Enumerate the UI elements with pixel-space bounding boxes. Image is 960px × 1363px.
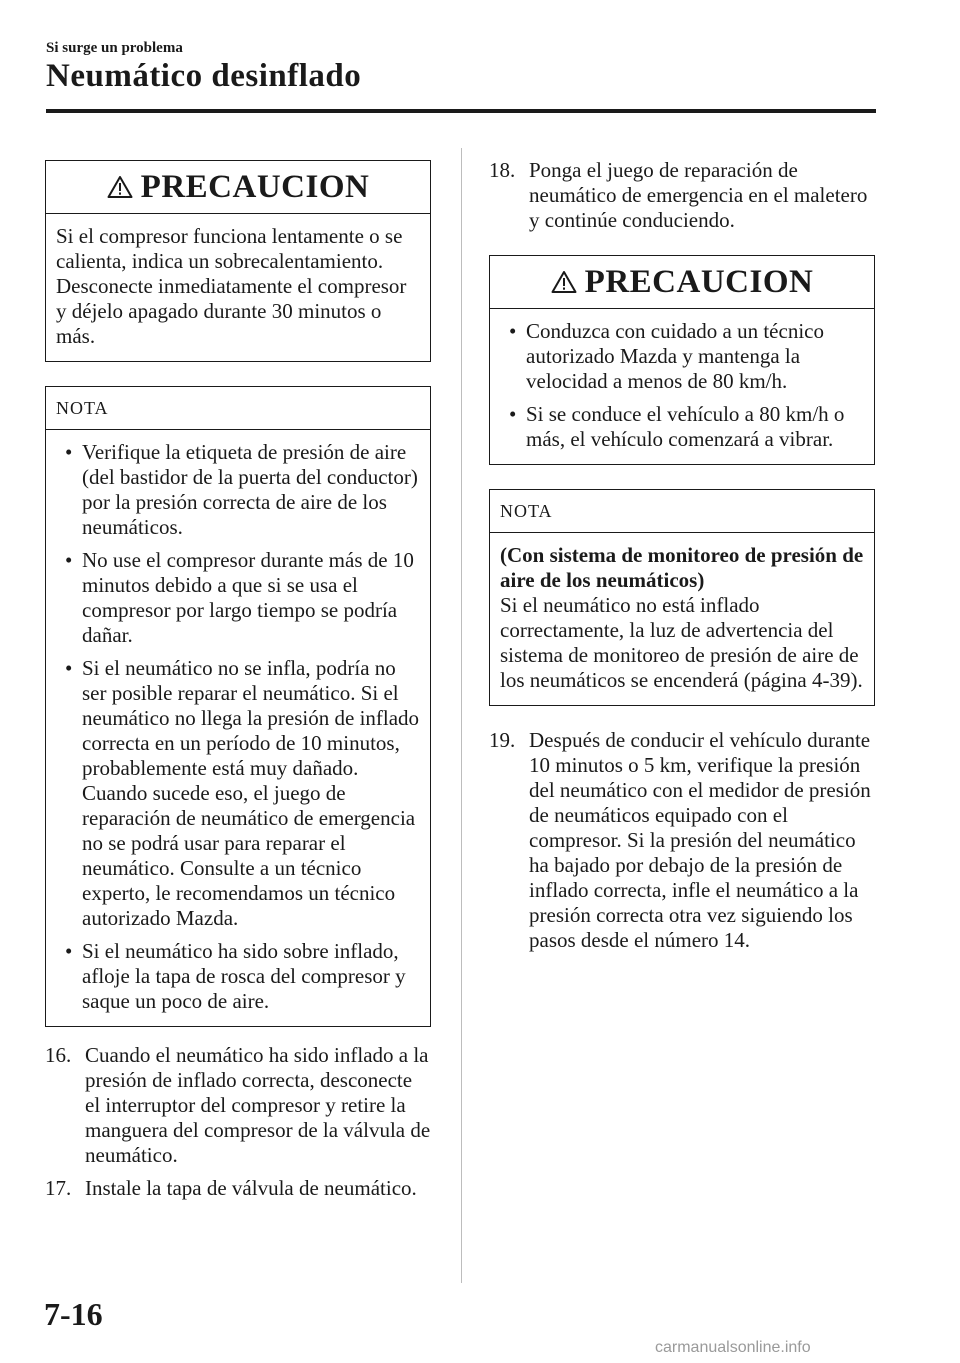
step-number: 17. bbox=[45, 1176, 72, 1200]
bullet-icon: • bbox=[65, 939, 73, 963]
step-text: Ponga el juego de reparación de neumático de emergencia en el maletero y continúe conduciendo. bbox=[529, 158, 868, 232]
list-item-text: Si se conduce el vehículo a 80 km/h o más, el vehículo comenzará a vibrar. bbox=[526, 402, 845, 451]
warning-triangle-icon bbox=[551, 270, 577, 294]
bullet-icon: • bbox=[509, 319, 517, 343]
caution-body bbox=[490, 309, 874, 464]
caution-box bbox=[45, 160, 431, 362]
page-title: Neumático desinflado bbox=[46, 58, 362, 94]
caution-header bbox=[46, 161, 430, 214]
step-item bbox=[489, 728, 875, 953]
nota-title: NOTA bbox=[500, 500, 553, 521]
nota-header bbox=[490, 490, 874, 533]
nota-title: NOTA bbox=[56, 397, 109, 418]
nota-header bbox=[46, 387, 430, 430]
list-item bbox=[56, 548, 420, 648]
nota-body bbox=[46, 430, 430, 1026]
list-item bbox=[56, 440, 420, 540]
step-number: 16. bbox=[45, 1043, 72, 1067]
list-item-text: Si el neumático ha sido sobre inflado, afloje la tapa de rosca del compresor y saque un poco de aire. bbox=[82, 939, 406, 1013]
step-number: 19. bbox=[489, 728, 516, 752]
bullet-icon: • bbox=[65, 548, 73, 572]
title-rule bbox=[46, 109, 876, 113]
steps-list bbox=[45, 1043, 431, 1201]
caution-text: Si el compresor funciona lentamente o se calienta, indica un sobrecalentamiento. Desconecte inmediatamente el compresor y déjelo apagado durante 30 minutos o más. bbox=[56, 224, 407, 348]
step-text: Después de conducir el vehículo durante 10 minutos o 5 km, verifique la presión del neumático con el medidor de presión de neumáticos equipado con el compresor. Si la presión del neumático ha bajado por debajo de la presión de inflado correcta, infle el neumático a la presión correcta otra vez siguiendo los pasos desde el número 14. bbox=[529, 728, 871, 952]
list-item-text: Conduzca con cuidado a un técnico autorizado Mazda y mantenga la velocidad a menos de 80 km/h. bbox=[526, 319, 824, 393]
left-column bbox=[45, 160, 431, 1209]
caution-title: PRECAUCION bbox=[584, 263, 814, 300]
nota-body bbox=[490, 533, 874, 705]
step-item bbox=[45, 1043, 431, 1168]
nota-box bbox=[489, 489, 875, 706]
column-divider bbox=[461, 148, 462, 1283]
watermark: carmanualsonline.info bbox=[655, 1339, 811, 1356]
list-item-text: Verifique la etiqueta de presión de aire (del bastidor de la puerta del conductor) por la presión correcta de aire de los neumáticos. bbox=[82, 440, 418, 539]
caution-box bbox=[489, 255, 875, 465]
step-text: Cuando el neumático ha sido inflado a la presión de inflado correcta, desconecte el interruptor del compresor y retire la manguera del compresor de la válvula de neumático. bbox=[85, 1043, 431, 1167]
bullet-icon: • bbox=[65, 656, 73, 680]
list-item bbox=[500, 402, 864, 452]
list-item bbox=[56, 939, 420, 1014]
step-number: 18. bbox=[489, 158, 516, 182]
list-item bbox=[56, 656, 420, 931]
list-item-text: Si el neumático no se infla, podría no ser posible reparar el neumático. Si el neumático no llega la presión de inflado correcta en un período de 10 minutos, probablemente está muy dañado. Cuando sucede eso, el juego de reparación de neumático de emergencia no se podrá usar para reparar el neumático. Consulte a un técnico experto, le recomendamos un técnico autorizado Mazda. bbox=[82, 656, 420, 930]
step-item bbox=[489, 158, 875, 233]
list-item bbox=[500, 319, 864, 394]
step-item bbox=[45, 1176, 431, 1201]
nota-text: Si el neumático no está inflado correctamente, la luz de advertencia del sistema de monitoreo de presión de aire de los neumáticos se encenderá (página 4-39). bbox=[500, 593, 863, 692]
warning-triangle-icon bbox=[107, 175, 133, 199]
step-text: Instale la tapa de válvula de neumático. bbox=[85, 1176, 417, 1200]
list-item-text: No use el compresor durante más de 10 minutos debido a que si se usa el compresor por largo tiempo se podría dañar. bbox=[82, 548, 414, 647]
section-label: Si surge un problema bbox=[46, 40, 183, 56]
bullet-icon: • bbox=[509, 402, 517, 426]
caution-title: PRECAUCION bbox=[140, 168, 370, 205]
page-number: 7-16 bbox=[44, 1296, 103, 1332]
right-column bbox=[489, 158, 875, 961]
nota-box bbox=[45, 386, 431, 1027]
caution-header bbox=[490, 256, 874, 309]
nota-heading: (Con sistema de monitoreo de presión de aire de los neumáticos) bbox=[500, 543, 864, 592]
bullet-icon: • bbox=[65, 440, 73, 464]
